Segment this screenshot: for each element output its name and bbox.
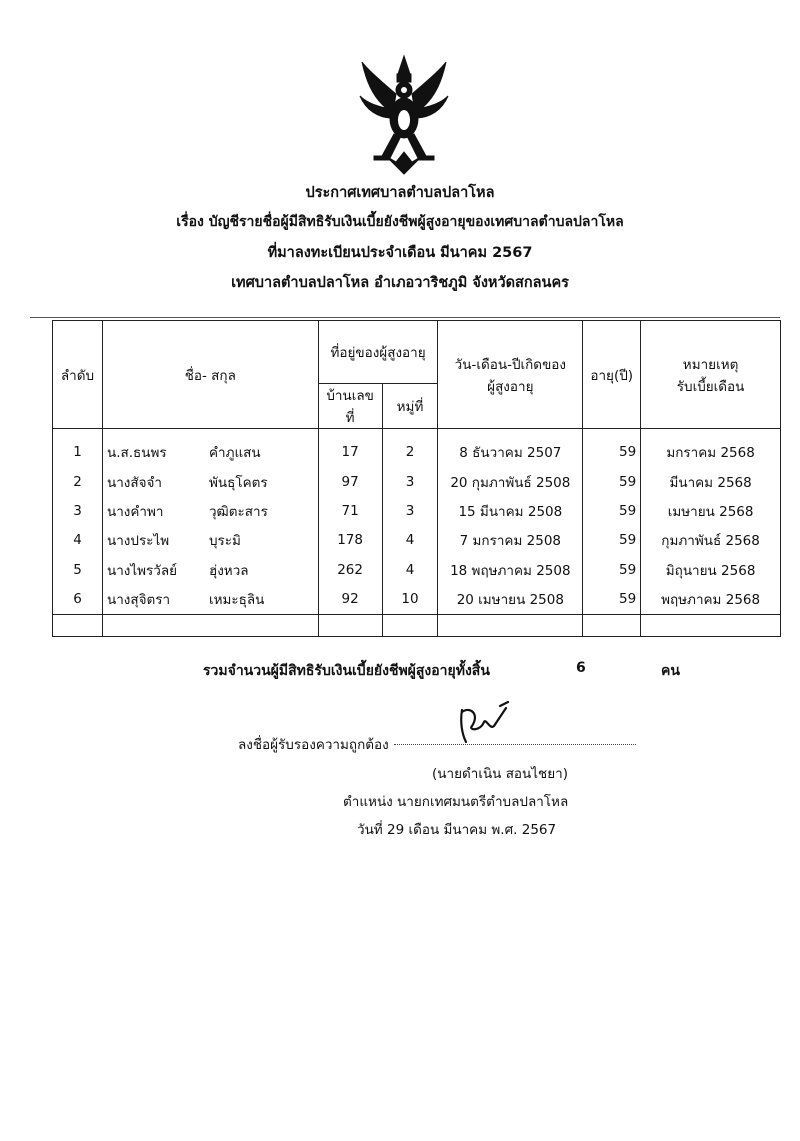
row-house-no: 97	[318, 467, 382, 496]
table-row	[53, 467, 781, 496]
table-row	[53, 555, 781, 584]
row-name	[102, 496, 318, 525]
row-note: มีนาคม 2568	[641, 467, 781, 496]
row-age: 59	[583, 555, 641, 584]
row-first-name: นางไพรวัลย์	[106, 562, 178, 579]
row-village: 3	[382, 496, 438, 525]
table-row	[53, 584, 781, 614]
total-count: 6	[576, 660, 586, 676]
row-village: 2	[382, 429, 438, 467]
row-dob: 20 เมษายน 2508	[438, 584, 583, 614]
certified-date: วันที่ 29 เดือน มีนาคม พ.ศ. 2567	[357, 822, 557, 838]
header-divider	[30, 317, 780, 318]
row-name	[102, 555, 318, 584]
col-header-no: ลำดับ	[53, 321, 103, 429]
row-last-name: พันธุโคตร	[208, 474, 268, 491]
row-village: 3	[382, 467, 438, 496]
table-blank-row	[53, 614, 781, 636]
row-house-no: 71	[318, 496, 382, 525]
col-header-dob-line1: วัน-เดือน-ปีเกิดของ	[454, 356, 566, 373]
municipality-location: เทศบาลตำบลปลาโหล อำเภอวาริชภูมิ จังหวัดสกลนคร	[231, 275, 569, 291]
row-first-name: นางสัจจำ	[106, 474, 163, 491]
col-header-note	[641, 321, 781, 429]
row-dob: 18 พฤษภาคม 2508	[438, 555, 583, 584]
row-no: 2	[53, 467, 103, 496]
row-dob: 8 ธันวาคม 2507	[438, 429, 583, 467]
row-village: 10	[382, 584, 438, 614]
row-note: เมษายน 2568	[641, 496, 781, 525]
row-name	[102, 429, 318, 467]
col-header-house-no: บ้านเลขที่	[318, 384, 382, 429]
row-last-name: วุฒิตะสาร	[208, 503, 268, 520]
certifier-position: ตำแหน่ง นายกเทศมนตรีตำบลปลาโหล	[343, 794, 569, 810]
table-row	[53, 496, 781, 525]
col-header-address: ที่อยู่ของผู้สูงอายุ	[318, 321, 438, 384]
certifier-name: (นายดำเนิน สอนไชยา)	[432, 766, 568, 782]
row-last-name: ฮุ่งหวล	[208, 562, 249, 579]
row-first-name: นางประไพ	[106, 533, 170, 550]
row-last-name: บุระมิ	[208, 533, 241, 550]
total-unit: คน	[661, 663, 680, 679]
announcement-title: ประกาศเทศบาลตำบลปลาโหล	[305, 185, 495, 201]
row-dob: 7 มกราคม 2508	[438, 526, 583, 555]
row-note: มิถุนายน 2568	[641, 555, 781, 584]
col-header-name: ชื่อ- สกุล	[102, 321, 318, 429]
row-house-no: 262	[318, 555, 382, 584]
certifier-label: ลงชื่อผู้รับรองความถูกต้อง	[238, 737, 389, 753]
row-name	[102, 467, 318, 496]
row-no: 6	[53, 584, 103, 614]
total-label: รวมจำนวนผู้มีสิทธิรับเงินเบี้ยยังชีพผู้สูงอายุทั้งสิ้น	[203, 663, 490, 679]
row-dob: 15 มีนาคม 2508	[438, 496, 583, 525]
row-house-no: 178	[318, 526, 382, 555]
col-header-age: อายุ(ปี)	[583, 321, 641, 429]
announcement-subject: เรื่อง บัญชีรายชื่อผู้มีสิทธิรับเงินเบี้ยยังชีพผู้สูงอายุของเทศบาลตำบลปลาโหล	[176, 214, 624, 230]
row-name	[102, 584, 318, 614]
col-header-note-line1: หมายเหตุ	[682, 356, 739, 373]
row-no: 5	[53, 555, 103, 584]
row-note: กุมภาพันธ์ 2568	[641, 526, 781, 555]
table-row	[53, 429, 781, 467]
row-last-name: คำภูแสน	[208, 444, 261, 461]
row-age: 59	[583, 526, 641, 555]
row-house-no: 17	[318, 429, 382, 467]
row-name	[102, 526, 318, 555]
row-house-no: 92	[318, 584, 382, 614]
handwritten-signature-icon	[450, 700, 520, 748]
beneficiary-table	[52, 320, 781, 637]
row-village: 4	[382, 526, 438, 555]
col-header-note-line2: รับเบี้ยเดือน	[676, 378, 745, 395]
row-first-name: นางคำพา	[106, 503, 164, 520]
col-header-dob-line2: ผู้สูงอายุ	[487, 378, 534, 395]
row-age: 59	[583, 584, 641, 614]
row-first-name: นางสุจิตรา	[106, 592, 171, 609]
row-note: มกราคม 2568	[641, 429, 781, 467]
row-age: 59	[583, 496, 641, 525]
row-age: 59	[583, 467, 641, 496]
row-age: 59	[583, 429, 641, 467]
row-no: 1	[53, 429, 103, 467]
row-no: 4	[53, 526, 103, 555]
row-first-name: น.ส.ธนพร	[106, 444, 167, 461]
row-no: 3	[53, 496, 103, 525]
row-note: พฤษภาคม 2568	[641, 584, 781, 614]
garuda-emblem-icon	[352, 52, 456, 176]
row-dob: 20 กุมภาพันธ์ 2508	[438, 467, 583, 496]
row-last-name: เหมะธุลิน	[208, 592, 265, 609]
registration-month: ที่มาลงทะเบียนประจำเดือน มีนาคม 2567	[267, 245, 533, 261]
col-header-village: หมู่ที่	[382, 384, 438, 429]
row-village: 4	[382, 555, 438, 584]
table-row	[53, 526, 781, 555]
col-header-dob	[438, 321, 583, 429]
